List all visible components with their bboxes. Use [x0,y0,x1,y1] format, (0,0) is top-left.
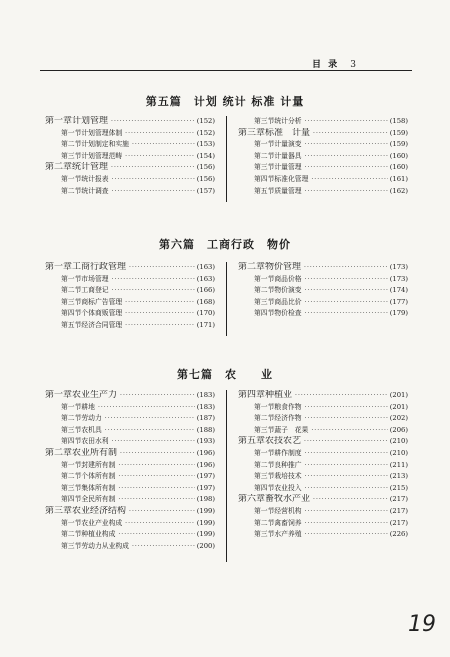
dot-leader [118,483,194,495]
entry-title: 农业生产力 [72,390,118,400]
entry-page-number: (215) [389,483,408,492]
entry-page-number: (199) [196,518,215,527]
entry-title: 封建所有制 [81,460,116,469]
entry-title: 计量管理 [274,163,302,172]
entry-title: 工商行政管理 [72,262,127,272]
dot-leader [305,274,388,286]
dot-leader [125,308,195,320]
entry-number: 第三节 [254,472,275,481]
entry-number: 第二节 [61,530,82,539]
entry-page-number: (187) [196,414,215,423]
dot-leader [305,186,388,198]
dot-leader [118,494,194,506]
toc-chapter-entry [238,436,408,448]
entry-number: 第一节 [61,518,82,527]
entry-number: 第一节 [61,174,82,183]
entry-number: 第一节 [61,274,82,283]
entry-title: 农业投入 [274,483,302,492]
entry-page-number: (217) [389,506,408,515]
entry-page-number: (196) [196,448,215,457]
toc-chapter-entry [45,506,215,518]
dot-leader [112,186,195,198]
toc-section-entry [45,274,215,286]
entry-title: 农业所有制 [72,447,118,458]
entry-page-number: (173) [389,274,408,283]
running-header [312,57,412,70]
entry-title: 蔬子 花果 [274,425,309,434]
entry-page-number: (162) [389,186,408,195]
dot-leader [118,460,194,472]
entry-page-number: (173) [389,263,408,271]
entry-page-number: (188) [196,425,215,434]
entry-title: 禽畜饲养 [274,518,302,527]
toc-section-entry [45,320,215,332]
toc-chapter-entry [238,494,408,506]
entry-number: 第三章 [238,127,266,138]
entry-number: 第三节 [61,425,82,434]
toc-chapter-entry [238,262,408,274]
dot-leader [305,402,388,414]
toc-section-entry [45,174,215,186]
entry-title: 个体所有制 [81,472,116,481]
dot-leader [295,390,388,402]
entry-number: 第三节 [254,117,275,125]
entry-page-number: (210) [389,437,408,446]
dot-leader [305,483,388,495]
part-title: 第七篇 农 业 [177,368,273,381]
dot-leader [125,320,195,332]
entry-title: 耕作制度 [274,448,302,457]
dot-leader [112,285,195,297]
dot-leader [112,274,195,286]
entry-page-number: (159) [389,128,408,137]
dot-leader [305,297,388,309]
entry-title: 集体所有制 [81,483,116,492]
entry-page-number: (159) [389,140,408,149]
header-page-number: 3 [350,60,359,70]
toc-chapter-entry [45,116,215,128]
entry-number: 第二节 [61,472,82,481]
dot-leader [311,174,387,186]
entry-number: 第二节 [254,286,275,295]
entry-number: 第一节 [254,402,275,411]
toc-chapter-entry [238,128,408,140]
entry-page-number: (156) [196,174,215,183]
entry-number: 第三节 [254,297,275,306]
toc-section-entry [45,471,215,483]
dot-leader [313,128,388,140]
entry-title: 市场管理 [81,274,109,283]
entry-title: 种植业构成 [81,530,116,539]
part-title: 第五篇 计划 统计 标准 计量 [145,95,305,108]
entry-title: 物价管理 [265,262,302,272]
toc-section-entry [238,297,408,309]
toc-chapter-entry [45,162,215,174]
entry-title: 商品价格 [274,274,302,283]
dot-leader [120,448,195,460]
toc-section-entry [238,174,408,186]
dot-leader [112,174,195,186]
entry-title: 个体商贩管理 [81,309,123,318]
toc-section-entry [45,402,215,414]
entry-number: 第四节 [254,309,275,318]
entry-title: 农技农艺 [265,436,302,447]
entry-title: 计划管理体制 [81,128,123,137]
entry-page-number: (154) [196,151,215,160]
dot-leader [112,436,195,448]
entry-number: 第三章 [45,505,73,516]
entry-number: 第一章 [45,390,73,400]
entry-title: 商标广告管理 [81,297,123,306]
toc-section-entry [238,139,408,151]
column-divider [226,390,227,562]
entry-title: 标准化管理 [274,174,309,183]
dot-leader [305,471,388,483]
toc-section-entry [238,186,408,198]
toc-chapter-entry [45,390,215,402]
toc-column [238,390,408,541]
entry-title: 粮食作物 [274,402,302,411]
toc-section-entry [45,529,215,541]
entry-title: 物价演变 [274,286,302,295]
dot-leader [105,413,195,425]
entry-number: 第五节 [254,186,275,195]
toc-section-entry [238,425,408,437]
entry-page-number: (171) [196,320,215,329]
toc-section-entry [238,162,408,174]
entry-title: 计划制定和实施 [81,140,129,149]
toc-section-entry [238,151,408,163]
entry-number: 第三节 [254,530,275,539]
dot-leader [305,162,388,174]
entry-title: 统计管理 [72,162,109,173]
entry-number: 第三节 [61,483,82,492]
entry-title: 经营机构 [274,506,302,515]
entry-number: 第一节 [61,402,82,411]
dot-leader [98,402,195,414]
dot-leader [305,529,388,541]
entry-page-number: (199) [196,506,215,515]
dot-leader [132,541,195,553]
dot-leader [304,436,388,448]
entry-title: 良种推广 [274,460,302,469]
entry-page-number: (226) [389,530,408,539]
dot-leader [305,413,388,425]
toc-section-entry [45,541,215,553]
entry-page-number: (158) [389,117,408,125]
toc-column [238,116,408,197]
entry-page-number: (196) [196,460,215,469]
entry-page-number: (152) [196,128,215,137]
toc-column [238,262,408,320]
entry-title: 计量器具 [274,151,302,160]
entry-page-number: (168) [196,297,215,306]
toc-section-entry [45,460,215,472]
entry-page-number: (210) [389,448,408,457]
toc-section-entry [45,413,215,425]
dot-leader [120,390,195,402]
entry-title: 农业产业构成 [81,518,123,527]
toc-section-entry [238,448,408,460]
entry-page-number: (211) [389,460,408,469]
dot-leader [111,162,195,174]
entry-number: 第二节 [254,460,275,469]
entry-number: 第三节 [61,297,82,306]
entry-number: 第二节 [254,518,275,527]
toc-section-entry [238,116,408,128]
entry-number: 第二节 [61,186,82,195]
toc-section-entry [45,308,215,320]
entry-page-number: (183) [196,391,215,399]
toc-column [45,116,215,197]
entry-page-number: (206) [389,425,408,434]
dot-leader [125,151,195,163]
dot-leader [305,308,388,320]
entry-number: 第一节 [61,460,82,469]
entry-number: 第二节 [254,414,275,423]
entry-number: 第四节 [254,483,275,492]
entry-page-number: (174) [389,286,408,295]
entry-title: 计划管理 [72,116,109,126]
toc-section-entry [45,186,215,198]
entry-title: 物价检查 [274,309,302,318]
dot-leader [311,425,387,437]
dot-leader [125,518,195,530]
entry-title: 种植业 [265,390,293,400]
entry-title: 统计报表 [81,174,109,183]
dot-leader [111,116,195,128]
entry-page-number: (163) [196,263,215,271]
toc-chapter-entry [238,390,408,402]
toc-chapter-entry [45,262,215,274]
entry-title: 农业经济结构 [72,505,127,516]
dot-leader [305,460,388,472]
entry-page-number: (153) [196,140,215,149]
entry-page-number: (202) [389,414,408,423]
entry-number: 第一节 [254,140,275,149]
entry-number: 第一章 [45,262,73,272]
dot-leader [305,506,388,518]
entry-page-number: (152) [196,117,215,125]
dot-leader [304,262,388,274]
entry-number: 第二节 [61,414,82,423]
entry-title: 劳动力从业构成 [81,541,129,550]
entry-number: 第五章 [238,436,266,447]
entry-page-number: (200) [196,541,215,550]
toc-section-entry [45,494,215,506]
toc-section-entry [238,471,408,483]
entry-title: 栽培技术 [274,472,302,481]
toc-section-entry [238,506,408,518]
toc-section-entry [238,483,408,495]
entry-title: 标准 计量 [265,127,311,138]
toc-column [45,262,215,332]
entry-number: 第四节 [61,309,82,318]
entry-title: 畜牧水产业 [265,494,311,505]
entry-number: 第一节 [254,274,275,283]
toc-section-entry [45,151,215,163]
dot-leader [129,262,195,274]
entry-title: 工商登记 [81,286,109,295]
dot-leader [129,506,195,518]
entry-page-number: (198) [196,495,215,504]
column-divider [226,116,227,202]
entry-page-number: (156) [196,163,215,172]
entry-page-number: (197) [196,472,215,481]
entry-page-number: (170) [196,309,215,318]
entry-number: 第一节 [254,506,275,515]
dot-leader [105,425,195,437]
entry-number: 第一章 [45,116,73,126]
entry-title: 计划管理范畴 [81,151,123,160]
entry-page-number: (160) [389,151,408,160]
entry-title: 商品比价 [274,297,302,306]
entry-page-number: (193) [196,437,215,446]
toc-section-entry [238,529,408,541]
entry-number: 第三节 [61,151,82,160]
toc-section-entry [45,139,215,151]
entry-title: 质量管理 [274,186,302,195]
entry-page-number: (217) [389,518,408,527]
entry-number: 第二章 [238,262,266,272]
header-rule [40,70,412,71]
dot-leader [305,285,388,297]
entry-number: 第四节 [61,495,82,504]
dot-leader [118,529,194,541]
part-title: 第六篇 工商行政 物价 [159,238,291,251]
entry-title: 计量演变 [274,140,302,149]
entry-page-number: (199) [196,530,215,539]
entry-number: 第三节 [61,541,82,550]
entry-page-number: (201) [389,391,408,399]
entry-title: 经济合同管理 [81,320,123,329]
toc-section-entry [45,297,215,309]
toc-section-entry [45,425,215,437]
dot-leader [125,128,195,140]
entry-page-number: (157) [196,186,215,195]
handwritten-note: 19 [408,612,436,637]
toc-section-entry [238,518,408,530]
entry-page-number: (163) [196,274,215,283]
entry-title: 农田水利 [81,437,109,446]
entry-page-number: (217) [389,495,408,504]
header-label: 目 录 [312,60,340,70]
dot-leader [313,494,388,506]
dot-leader [132,139,195,151]
entry-number: 第四章 [238,390,266,400]
toc-column [45,390,215,552]
entry-number: 第一节 [254,448,275,457]
entry-page-number: (161) [389,174,408,183]
entry-page-number: (160) [389,163,408,172]
toc-section-entry [45,518,215,530]
toc-chapter-entry [45,448,215,460]
dot-leader [305,151,388,163]
entry-title: 统计调查 [81,186,109,195]
toc-section-entry [45,285,215,297]
entry-title: 统计分析 [274,117,302,125]
entry-number: 第一节 [61,128,82,137]
dot-leader [305,518,388,530]
dot-leader [305,116,388,128]
toc-section-entry [238,274,408,286]
dot-leader [305,139,388,151]
toc-section-entry [45,128,215,140]
entry-number: 第五节 [61,320,82,329]
entry-number: 第三节 [254,425,275,434]
entry-number: 第二节 [61,286,82,295]
toc-section-entry [45,436,215,448]
dot-leader [305,448,388,460]
entry-number: 第四节 [61,437,82,446]
entry-title: 水产养殖 [274,530,302,539]
entry-page-number: (183) [196,402,215,411]
entry-title: 农机具 [81,425,102,434]
dot-leader [125,297,195,309]
toc-section-entry [238,402,408,414]
toc-section-entry [238,413,408,425]
entry-page-number: (177) [389,297,408,306]
dot-leader [118,471,194,483]
entry-page-number: (213) [389,472,408,481]
entry-number: 第三节 [254,163,275,172]
toc-section-entry [238,460,408,472]
entry-number: 第四节 [254,174,275,183]
toc-section-entry [238,285,408,297]
entry-number: 第二节 [61,140,82,149]
entry-number: 第二章 [45,162,73,173]
entry-title: 劳动力 [81,414,102,423]
entry-number: 第二章 [45,447,73,458]
entry-number: 第二节 [254,151,275,160]
entry-title: 全民所有制 [81,495,116,504]
entry-page-number: (166) [196,286,215,295]
entry-page-number: (179) [389,309,408,318]
entry-title: 经济作物 [274,414,302,423]
entry-number: 第六章 [238,494,266,505]
entry-page-number: (201) [389,402,408,411]
column-divider [226,262,227,336]
entry-page-number: (197) [196,483,215,492]
toc-section-entry [238,308,408,320]
toc-section-entry [45,483,215,495]
entry-title: 耕地 [81,402,95,411]
